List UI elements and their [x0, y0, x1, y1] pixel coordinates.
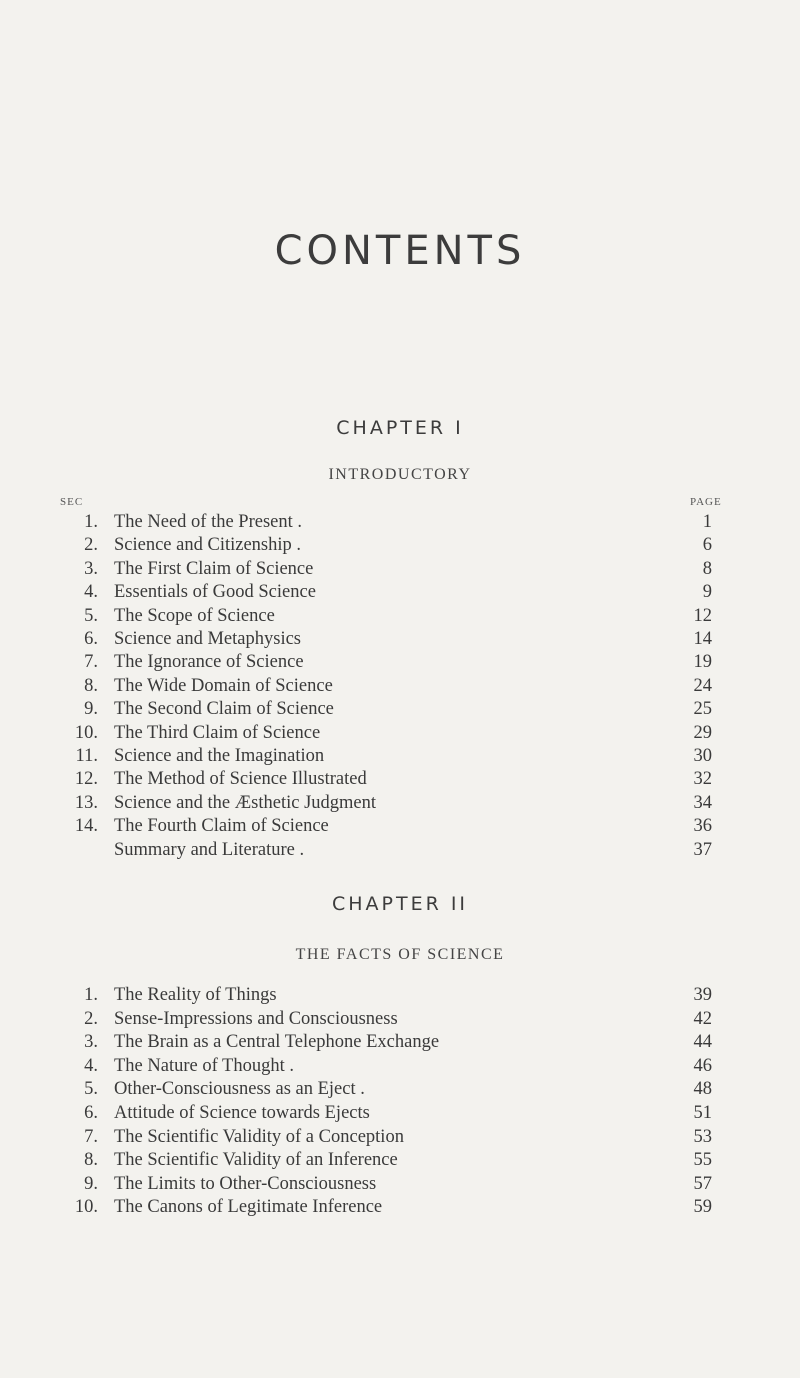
- entry-page-number: 59: [693, 1197, 712, 1218]
- entry-number: 9.: [84, 1173, 98, 1194]
- chapter-2-subtitle: THE FACTS OF SCIENCE: [295, 946, 505, 963]
- entry-title: Science and the Imagination: [114, 746, 325, 766]
- toc-entry: [0, 1150, 800, 1174]
- entry-title: The Scope of Science: [114, 605, 275, 626]
- entry-title: The Scientific Validity of an Inference: [114, 1150, 398, 1171]
- entry-title: The Scientific Validity of a Conception: [114, 1126, 404, 1147]
- toc-entry: [0, 606, 800, 630]
- entry-title: The First Claim of Science: [114, 558, 314, 579]
- entry-page-number: 6: [702, 535, 712, 556]
- entry-title: The Second Claim of Science: [114, 699, 334, 720]
- entry-page-number: 51: [693, 1103, 712, 1123]
- entry-title: Other-Consciousness as an Eject .: [114, 1079, 365, 1100]
- toc-entry: [0, 1197, 800, 1221]
- toc-entry: [0, 840, 800, 864]
- toc-entry: [0, 1032, 800, 1056]
- entry-page-number: 14: [693, 629, 712, 649]
- toc-entry: [0, 582, 800, 606]
- entry-number: 7.: [84, 652, 98, 673]
- entry-page-number: 29: [693, 722, 712, 743]
- toc-entry: [0, 1103, 800, 1127]
- entry-number: 10.: [74, 722, 98, 743]
- page-column-header: PAGE: [690, 496, 722, 508]
- toc-entry: [0, 629, 800, 653]
- entry-page-number: 32: [693, 769, 712, 790]
- page-title: CONTENTS: [274, 228, 526, 274]
- entry-page-number: 53: [693, 1126, 712, 1147]
- entry-number: 7.: [84, 1126, 98, 1147]
- entry-title: The Brain as a Central Telephone Exchange: [114, 1032, 440, 1053]
- entry-page-number: 12: [693, 605, 712, 626]
- entry-page-number: 55: [693, 1150, 712, 1171]
- entry-number: 8.: [84, 675, 98, 696]
- toc-entry: [0, 676, 800, 700]
- entry-number: 1.: [84, 512, 98, 532]
- entry-title: Summary and Literature .: [114, 839, 305, 860]
- toc-entry: [0, 512, 800, 536]
- entry-page-number: 46: [693, 1055, 712, 1076]
- toc-entry: [0, 699, 800, 723]
- entry-page-number: 9: [702, 582, 712, 603]
- entry-number: 8.: [84, 1150, 98, 1171]
- toc-entry: [0, 559, 800, 583]
- toc-entry: [0, 1079, 800, 1103]
- toc-entry: [0, 769, 800, 793]
- entry-number: 6.: [84, 1103, 98, 1123]
- entry-number: 3.: [84, 558, 98, 579]
- entry-number: 14.: [74, 816, 98, 837]
- toc-entry: [0, 816, 800, 840]
- entry-title: The Canons of Legitimate Inference: [114, 1197, 383, 1218]
- entry-number: 3.: [84, 1032, 98, 1053]
- entry-number: 2.: [84, 1008, 98, 1029]
- entry-title: The Third Claim of Science: [114, 722, 321, 743]
- entry-number: 11.: [75, 746, 98, 766]
- entry-number: 4.: [84, 582, 98, 603]
- toc-entry: [0, 652, 800, 676]
- entry-title: The Reality of Things: [114, 985, 277, 1005]
- entry-number: 12.: [74, 769, 98, 790]
- entry-title: Science and Citizenship .: [114, 535, 302, 556]
- entry-title: Essentials of Good Science: [114, 582, 316, 603]
- entry-page-number: 1: [702, 512, 712, 532]
- entry-title: Sense-Impressions and Consciousness: [114, 1008, 398, 1029]
- chapter-2-heading: CHAPTER II: [331, 893, 469, 915]
- entry-title: Attitude of Science towards Ejects: [114, 1103, 370, 1123]
- entry-number: 6.: [84, 629, 98, 649]
- entry-title: Science and the Æsthetic Judgment: [114, 792, 377, 813]
- toc-entry: [0, 1127, 800, 1151]
- entry-page-number: 42: [693, 1008, 712, 1029]
- entry-page-number: 39: [693, 985, 712, 1005]
- entry-title: The Wide Domain of Science: [114, 675, 333, 696]
- entry-number: 2.: [84, 535, 98, 556]
- toc-entry: [0, 1174, 800, 1198]
- entry-page-number: 19: [693, 652, 712, 673]
- entry-page-number: 36: [693, 816, 712, 837]
- entry-page-number: 24: [693, 675, 712, 696]
- entry-page-number: 48: [693, 1079, 712, 1100]
- toc-entry: [0, 793, 800, 817]
- entry-page-number: 44: [693, 1032, 712, 1053]
- entry-title: The Limits to Other-Consciousness: [114, 1173, 377, 1194]
- entry-number: 5.: [84, 1079, 98, 1100]
- entry-title: Science and Metaphysics: [114, 629, 301, 649]
- entry-number: 5.: [84, 605, 98, 626]
- toc-entry: [0, 535, 800, 559]
- entry-title: The Need of the Present .: [114, 512, 303, 532]
- chapter-1-heading: CHAPTER I: [336, 417, 464, 439]
- toc-entry: [0, 723, 800, 747]
- entry-number: 1.: [84, 985, 98, 1005]
- entry-page-number: 25: [693, 699, 712, 720]
- entry-number: 4.: [84, 1055, 98, 1076]
- entry-number: 13.: [74, 792, 98, 813]
- toc-entry: [0, 1009, 800, 1033]
- entry-title: The Fourth Claim of Science: [114, 816, 329, 837]
- entry-page-number: 57: [693, 1173, 712, 1194]
- toc-entry: [0, 985, 800, 1009]
- entry-page-number: 34: [693, 792, 712, 813]
- entry-title: The Ignorance of Science: [114, 652, 304, 673]
- entry-number: 10.: [74, 1197, 98, 1218]
- toc-entry: [0, 1056, 800, 1080]
- entry-page-number: 30: [693, 746, 712, 766]
- toc-entry: [0, 746, 800, 770]
- entry-title: The Method of Science Illustrated: [114, 769, 367, 790]
- sec-column-header: SEC: [60, 496, 84, 508]
- entry-number: 9.: [84, 699, 98, 720]
- entry-title: The Nature of Thought .: [114, 1055, 294, 1076]
- entry-page-number: 8: [702, 558, 712, 579]
- entry-page-number: 37: [693, 839, 712, 860]
- chapter-1-subtitle: INTRODUCTORY: [328, 466, 472, 483]
